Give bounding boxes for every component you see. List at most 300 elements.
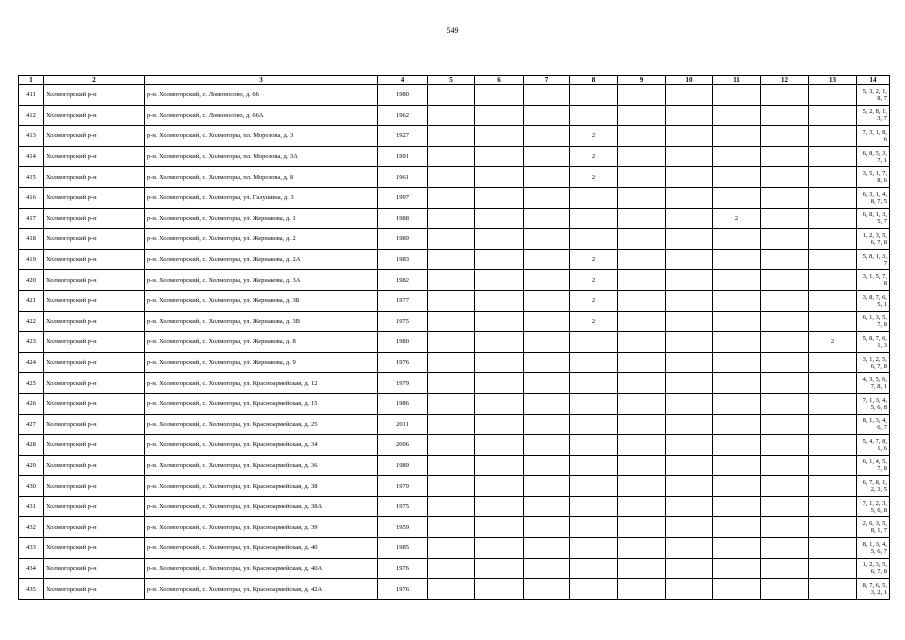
table-cell-col-9 (618, 167, 666, 188)
table-cell-col-5 (428, 208, 475, 229)
table-cell-col-4: 1989 (378, 229, 428, 250)
table-cell-col-9 (618, 517, 666, 538)
table-cell-col-3: р-н. Холмогорский, с. Холмогоры, ул. Красноармейская, д. 42А (145, 579, 378, 600)
table-cell-col-13 (809, 538, 857, 559)
table-cell-col-2: Холмогорский р-н (44, 208, 145, 229)
table-cell-col-3: р-н. Холмогорский, с. Холмогоры, ул. Жернакова, д. 2 (145, 229, 378, 250)
table-cell-col-8: 2 (570, 146, 618, 167)
table-cell-col-11 (713, 538, 761, 559)
table-cell-col-6 (475, 558, 524, 579)
table-cell-col-11 (713, 85, 761, 106)
table-cell-col-13 (809, 146, 857, 167)
table-cell-col-10 (666, 496, 713, 517)
table-cell-col-11: 2 (713, 208, 761, 229)
table-cell-col-1: 428 (19, 435, 44, 456)
table-cell-col-4: 1988 (378, 208, 428, 229)
table-cell-col-1: 430 (19, 476, 44, 497)
table-cell-col-12 (761, 208, 809, 229)
table-row (19, 373, 890, 394)
table-row (19, 558, 890, 579)
table-cell-col-9 (618, 332, 666, 353)
table-cell-col-11 (713, 290, 761, 311)
table-cell-col-13: 2 (809, 332, 857, 353)
table-cell-col-10 (666, 579, 713, 600)
table-cell-col-4: 1975 (378, 496, 428, 517)
table-cell-col-1: 416 (19, 187, 44, 208)
table-cell-col-6 (475, 496, 524, 517)
table-cell-col-12 (761, 455, 809, 476)
table-row (19, 290, 890, 311)
table-row (19, 538, 890, 559)
table-cell-col-5 (428, 270, 475, 291)
page-number: 549 (446, 26, 459, 35)
table-cell-col-13 (809, 393, 857, 414)
table-cell-col-2: Холмогорский р-н (44, 229, 145, 250)
table-cell-col-12 (761, 538, 809, 559)
table-cell-col-6 (475, 105, 524, 126)
table-cell-col-11 (713, 270, 761, 291)
table-cell-col-6 (475, 455, 524, 476)
table-cell-col-9 (618, 373, 666, 394)
table-cell-col-7 (524, 126, 570, 147)
table-cell-col-13 (809, 496, 857, 517)
table-cell-col-1: 414 (19, 146, 44, 167)
table-cell-col-5 (428, 311, 475, 332)
table-cell-col-3: р-н. Холмогорский, с. Холмогоры, ул. Жернакова, д. 3Б (145, 290, 378, 311)
table-cell-col-3: р-н. Холмогорский, с. Холмогоры, пл. Морозова, д. 8 (145, 167, 378, 188)
table-cell-col-12 (761, 435, 809, 456)
table-cell-col-11 (713, 229, 761, 250)
table-cell-col-7 (524, 496, 570, 517)
table-cell-col-5 (428, 126, 475, 147)
table-cell-col-11 (713, 167, 761, 188)
table-cell-col-14: 5, 4, 7, 8, 1, 6 (857, 435, 890, 456)
table-cell-col-14: 6, 3, 1, 4, 8, 7, 5 (857, 187, 890, 208)
table-cell-col-11 (713, 435, 761, 456)
table-cell-col-7 (524, 393, 570, 414)
table-cell-col-9 (618, 393, 666, 414)
column-header-7: 7 (524, 76, 570, 85)
table-cell-col-9 (618, 229, 666, 250)
table-cell-col-8 (570, 538, 618, 559)
table-cell-col-3: р-н. Холмогорский, с. Холмогоры, ул. Красноармейская, д. 38А (145, 496, 378, 517)
table-cell-col-14: 8, 1, 3, 4, 5, 6, 7 (857, 538, 890, 559)
column-header-14: 14 (857, 76, 890, 85)
table-cell-col-1: 433 (19, 538, 44, 559)
table-cell-col-8 (570, 352, 618, 373)
table-cell-col-9 (618, 249, 666, 270)
table-cell-col-13 (809, 579, 857, 600)
table-cell-col-8 (570, 208, 618, 229)
table-cell-col-4: 1976 (378, 352, 428, 373)
table-cell-col-14: 8, 7, 6, 5, 3, 2, 1 (857, 579, 890, 600)
table-cell-col-14: 7, 1, 3, 4, 5, 6, 8 (857, 393, 890, 414)
table-cell-col-2: Холмогорский р-н (44, 332, 145, 353)
table-cell-col-12 (761, 352, 809, 373)
table-row (19, 517, 890, 538)
table-cell-col-12 (761, 414, 809, 435)
table-cell-col-14: 6, 1, 4, 5, 7, 8 (857, 455, 890, 476)
table-cell-col-12 (761, 393, 809, 414)
table-cell-col-12 (761, 187, 809, 208)
table-cell-col-12 (761, 270, 809, 291)
table-cell-col-11 (713, 558, 761, 579)
table-cell-col-2: Холмогорский р-н (44, 393, 145, 414)
table-cell-col-3: р-н. Холмогорский, с. Холмогоры, ул. Красноармейская, д. 34 (145, 435, 378, 456)
table-cell-col-5 (428, 146, 475, 167)
table-cell-col-10 (666, 167, 713, 188)
table-cell-col-13 (809, 167, 857, 188)
table-cell-col-12 (761, 517, 809, 538)
table-cell-col-6 (475, 167, 524, 188)
table-cell-col-14: 1, 2, 3, 5, 6, 7, 8 (857, 229, 890, 250)
table-cell-col-1: 411 (19, 85, 44, 106)
table-cell-col-7 (524, 332, 570, 353)
table-cell-col-13 (809, 558, 857, 579)
table-cell-col-2: Холмогорский р-н (44, 311, 145, 332)
table-cell-col-4: 1959 (378, 517, 428, 538)
table-cell-col-9 (618, 538, 666, 559)
table-cell-col-14: 3, 1, 5, 7, 8 (857, 270, 890, 291)
table-cell-col-14: 5, 2, 8, 1, 3, 7 (857, 105, 890, 126)
table-cell-col-1: 434 (19, 558, 44, 579)
table-cell-col-9 (618, 352, 666, 373)
table-cell-col-5 (428, 373, 475, 394)
table-cell-col-7 (524, 290, 570, 311)
table-cell-col-8: 2 (570, 249, 618, 270)
table-row (19, 455, 890, 476)
table-cell-col-8 (570, 414, 618, 435)
table-cell-col-9 (618, 414, 666, 435)
table-cell-col-7 (524, 476, 570, 497)
table-cell-col-6 (475, 538, 524, 559)
table-cell-col-2: Холмогорский р-н (44, 85, 145, 106)
column-header-5: 5 (428, 76, 475, 85)
table-cell-col-2: Холмогорский р-н (44, 579, 145, 600)
table-cell-col-1: 424 (19, 352, 44, 373)
table-cell-col-6 (475, 146, 524, 167)
table-cell-col-13 (809, 85, 857, 106)
table-cell-col-7 (524, 187, 570, 208)
table-cell-col-8: 2 (570, 290, 618, 311)
table-cell-col-4: 2006 (378, 435, 428, 456)
column-header-11: 11 (713, 76, 761, 85)
table-cell-col-1: 425 (19, 373, 44, 394)
table-cell-col-4: 1997 (378, 187, 428, 208)
table-cell-col-6 (475, 352, 524, 373)
table-cell-col-10 (666, 249, 713, 270)
column-header-13: 13 (809, 76, 857, 85)
table-cell-col-5 (428, 579, 475, 600)
table-cell-col-12 (761, 105, 809, 126)
table-cell-col-7 (524, 579, 570, 600)
table-cell-col-7 (524, 85, 570, 106)
table-cell-col-14: 5, 3, 2, 1, 8, 7 (857, 85, 890, 106)
table-cell-col-9 (618, 208, 666, 229)
table-cell-col-11 (713, 393, 761, 414)
table-cell-col-6 (475, 270, 524, 291)
table-cell-col-10 (666, 455, 713, 476)
table-cell-col-8 (570, 558, 618, 579)
table-row (19, 579, 890, 600)
table-cell-col-11 (713, 105, 761, 126)
column-header-1: 1 (19, 76, 44, 85)
table-cell-col-9 (618, 311, 666, 332)
table-cell-col-10 (666, 517, 713, 538)
table-cell-col-8 (570, 435, 618, 456)
table-cell-col-13 (809, 105, 857, 126)
table-cell-col-7 (524, 414, 570, 435)
table-row (19, 229, 890, 250)
table-cell-col-3: р-н. Холмогорский, с. Холмогоры, ул. Красноармейская, д. 39 (145, 517, 378, 538)
table-cell-col-5 (428, 476, 475, 497)
table-cell-col-7 (524, 167, 570, 188)
table-cell-col-12 (761, 290, 809, 311)
table-cell-col-4: 1982 (378, 270, 428, 291)
table-cell-col-4: 1980 (378, 332, 428, 353)
table-cell-col-5 (428, 496, 475, 517)
table-cell-col-7 (524, 249, 570, 270)
table-cell-col-9 (618, 105, 666, 126)
table-cell-col-6 (475, 579, 524, 600)
table-cell-col-1: 415 (19, 167, 44, 188)
table-cell-col-13 (809, 414, 857, 435)
table-cell-col-12 (761, 496, 809, 517)
table-row (19, 496, 890, 517)
table-cell-col-14: 6, 1, 3, 5, 7, 8 (857, 311, 890, 332)
table-cell-col-3: р-н. Холмогорский, с. Холмогоры, ул. Красноармейская, д. 40 (145, 538, 378, 559)
table-cell-col-2: Холмогорский р-н (44, 249, 145, 270)
table-cell-col-4: 1977 (378, 290, 428, 311)
table-cell-col-11 (713, 249, 761, 270)
table-cell-col-3: р-н. Холмогорский, с. Холмогоры, ул. Галушина, д. 3 (145, 187, 378, 208)
table-cell-col-3: р-н. Холмогорский, с. Холмогоры, пл. Морозова, д. 3 (145, 126, 378, 147)
data-table (18, 75, 890, 600)
table-cell-col-7 (524, 208, 570, 229)
table-row (19, 85, 890, 106)
table-cell-col-14: 6, 7, 8, 1, 2, 3, 5 (857, 476, 890, 497)
table-body (19, 85, 890, 600)
table-cell-col-9 (618, 579, 666, 600)
table-cell-col-8 (570, 579, 618, 600)
table-cell-col-11 (713, 373, 761, 394)
table-cell-col-13 (809, 517, 857, 538)
table-cell-col-10 (666, 373, 713, 394)
table-cell-col-11 (713, 476, 761, 497)
table-cell-col-12 (761, 229, 809, 250)
column-header-6: 6 (475, 76, 524, 85)
table-cell-col-11 (713, 517, 761, 538)
table-cell-col-8: 2 (570, 126, 618, 147)
table-cell-col-5 (428, 187, 475, 208)
table-cell-col-7 (524, 352, 570, 373)
table-cell-col-14: 4, 3, 5, 6, 7, 8, 1 (857, 373, 890, 394)
table-cell-col-7 (524, 373, 570, 394)
table-cell-col-12 (761, 146, 809, 167)
table-cell-col-5 (428, 352, 475, 373)
table-cell-col-11 (713, 414, 761, 435)
table-cell-col-13 (809, 311, 857, 332)
table-cell-col-14: 3, 8, 7, 6, 5, 1 (857, 290, 890, 311)
table-row (19, 208, 890, 229)
table-cell-col-5 (428, 435, 475, 456)
table-cell-col-10 (666, 208, 713, 229)
table-row (19, 393, 890, 414)
table-cell-col-2: Холмогорский р-н (44, 373, 145, 394)
table-cell-col-6 (475, 126, 524, 147)
table-cell-col-10 (666, 126, 713, 147)
table-cell-col-4: 1985 (378, 538, 428, 559)
table-cell-col-6 (475, 476, 524, 497)
table-cell-col-8 (570, 105, 618, 126)
table-cell-col-2: Холмогорский р-н (44, 517, 145, 538)
table-cell-col-6 (475, 249, 524, 270)
table-cell-col-9 (618, 290, 666, 311)
table-row (19, 167, 890, 188)
table-cell-col-8 (570, 393, 618, 414)
table-cell-col-8: 2 (570, 311, 618, 332)
table-cell-col-5 (428, 249, 475, 270)
table-cell-col-8 (570, 496, 618, 517)
table-cell-col-4: 1980 (378, 85, 428, 106)
table-cell-col-1: 423 (19, 332, 44, 353)
table-cell-col-2: Холмогорский р-н (44, 167, 145, 188)
table-row (19, 126, 890, 147)
column-header-2: 2 (44, 76, 145, 85)
column-header-10: 10 (666, 76, 713, 85)
table-cell-col-9 (618, 476, 666, 497)
table-cell-col-1: 427 (19, 414, 44, 435)
table-cell-col-12 (761, 311, 809, 332)
column-header-9: 9 (618, 76, 666, 85)
table-cell-col-4: 1983 (378, 249, 428, 270)
table-cell-col-13 (809, 229, 857, 250)
table-cell-col-6 (475, 393, 524, 414)
table-cell-col-2: Холмогорский р-н (44, 414, 145, 435)
table-cell-col-14: 2, 6, 3, 5, 8, 1, 7 (857, 517, 890, 538)
table-cell-col-2: Холмогорский р-н (44, 187, 145, 208)
table-cell-col-6 (475, 229, 524, 250)
table-cell-col-11 (713, 455, 761, 476)
table-cell-col-14: 7, 3, 1, 8, 6 (857, 126, 890, 147)
table-cell-col-1: 420 (19, 270, 44, 291)
table-cell-col-5 (428, 85, 475, 106)
table-cell-col-10 (666, 229, 713, 250)
table-cell-col-7 (524, 435, 570, 456)
table-cell-col-12 (761, 476, 809, 497)
column-header-3: 3 (145, 76, 378, 85)
table-cell-col-3: р-н. Холмогорский, с. Холмогоры, ул. Красноармейская, д. 25 (145, 414, 378, 435)
table-cell-col-8 (570, 332, 618, 353)
table-cell-col-14: 3, 1, 2, 5, 6, 7, 8 (857, 352, 890, 373)
table-cell-col-3: р-н. Холмогорский, с. Холмогоры, ул. Жернакова, д. 2А (145, 249, 378, 270)
table-cell-col-3: р-н. Холмогорский, с. Холмогоры, пл. Морозова, д. 3А (145, 146, 378, 167)
table-cell-col-8 (570, 476, 618, 497)
table-cell-col-7 (524, 146, 570, 167)
table-cell-col-10 (666, 187, 713, 208)
table-cell-col-9 (618, 187, 666, 208)
table-cell-col-13 (809, 290, 857, 311)
table-cell-col-7 (524, 517, 570, 538)
table-cell-col-14: 1, 2, 3, 5, 6, 7, 8 (857, 558, 890, 579)
table-cell-col-3: р-н. Холмогорский, с. Холмогоры, ул. Красноармейская, д. 40А (145, 558, 378, 579)
table-cell-col-10 (666, 332, 713, 353)
table-row (19, 332, 890, 353)
table-cell-col-14: 7, 1, 2, 3, 5, 6, 8 (857, 496, 890, 517)
table-cell-col-6 (475, 290, 524, 311)
table-cell-col-12 (761, 167, 809, 188)
table-cell-col-2: Холмогорский р-н (44, 126, 145, 147)
table-cell-col-11 (713, 579, 761, 600)
table-cell-col-11 (713, 126, 761, 147)
table-cell-col-10 (666, 476, 713, 497)
table-cell-col-14: 5, 8, 7, 6, 1, 3 (857, 332, 890, 353)
table-cell-col-4: 1989 (378, 455, 428, 476)
table-cell-col-9 (618, 126, 666, 147)
table-cell-col-11 (713, 311, 761, 332)
table-cell-col-2: Холмогорский р-н (44, 455, 145, 476)
table-cell-col-3: р-н. Холмогорский, с. Холмогоры, ул. Жернакова, д. 3А (145, 270, 378, 291)
table-cell-col-3: р-н. Холмогорский, с. Холмогоры, ул. Красноармейская, д. 36 (145, 455, 378, 476)
table-cell-col-7 (524, 558, 570, 579)
column-header-8: 8 (570, 76, 618, 85)
table-cell-col-3: р-н. Холмогорский, с. Холмогоры, ул. Жернакова, д. 1 (145, 208, 378, 229)
table-cell-col-5 (428, 393, 475, 414)
table-cell-col-12 (761, 85, 809, 106)
table-cell-col-9 (618, 558, 666, 579)
table-row (19, 435, 890, 456)
table-cell-col-2: Холмогорский р-н (44, 558, 145, 579)
column-header-12: 12 (761, 76, 809, 85)
table-cell-col-2: Холмогорский р-н (44, 476, 145, 497)
table-cell-col-1: 418 (19, 229, 44, 250)
table-cell-col-4: 1975 (378, 311, 428, 332)
table-cell-col-6 (475, 311, 524, 332)
table-cell-col-10 (666, 393, 713, 414)
table-row (19, 249, 890, 270)
table-cell-col-6 (475, 85, 524, 106)
table-cell-col-6 (475, 208, 524, 229)
table-cell-col-6 (475, 435, 524, 456)
table-cell-col-2: Холмогорский р-н (44, 146, 145, 167)
table-cell-col-13 (809, 373, 857, 394)
table-cell-col-7 (524, 229, 570, 250)
table-cell-col-8 (570, 85, 618, 106)
table-cell-col-12 (761, 332, 809, 353)
table-cell-col-6 (475, 332, 524, 353)
table-cell-col-11 (713, 146, 761, 167)
table-cell-col-1: 431 (19, 496, 44, 517)
table-cell-col-4: 1979 (378, 476, 428, 497)
table-cell-col-8 (570, 187, 618, 208)
table-cell-col-1: 422 (19, 311, 44, 332)
table-cell-col-6 (475, 187, 524, 208)
table-cell-col-2: Холмогорский р-н (44, 352, 145, 373)
table-cell-col-4: 1979 (378, 373, 428, 394)
table-cell-col-7 (524, 538, 570, 559)
table-cell-col-5 (428, 538, 475, 559)
table-cell-col-8 (570, 373, 618, 394)
table-cell-col-13 (809, 187, 857, 208)
table-cell-col-1: 417 (19, 208, 44, 229)
table-cell-col-1: 421 (19, 290, 44, 311)
table-cell-col-13 (809, 352, 857, 373)
table-cell-col-12 (761, 126, 809, 147)
table-cell-col-9 (618, 496, 666, 517)
table-cell-col-10 (666, 270, 713, 291)
table-row (19, 311, 890, 332)
table-cell-col-10 (666, 105, 713, 126)
